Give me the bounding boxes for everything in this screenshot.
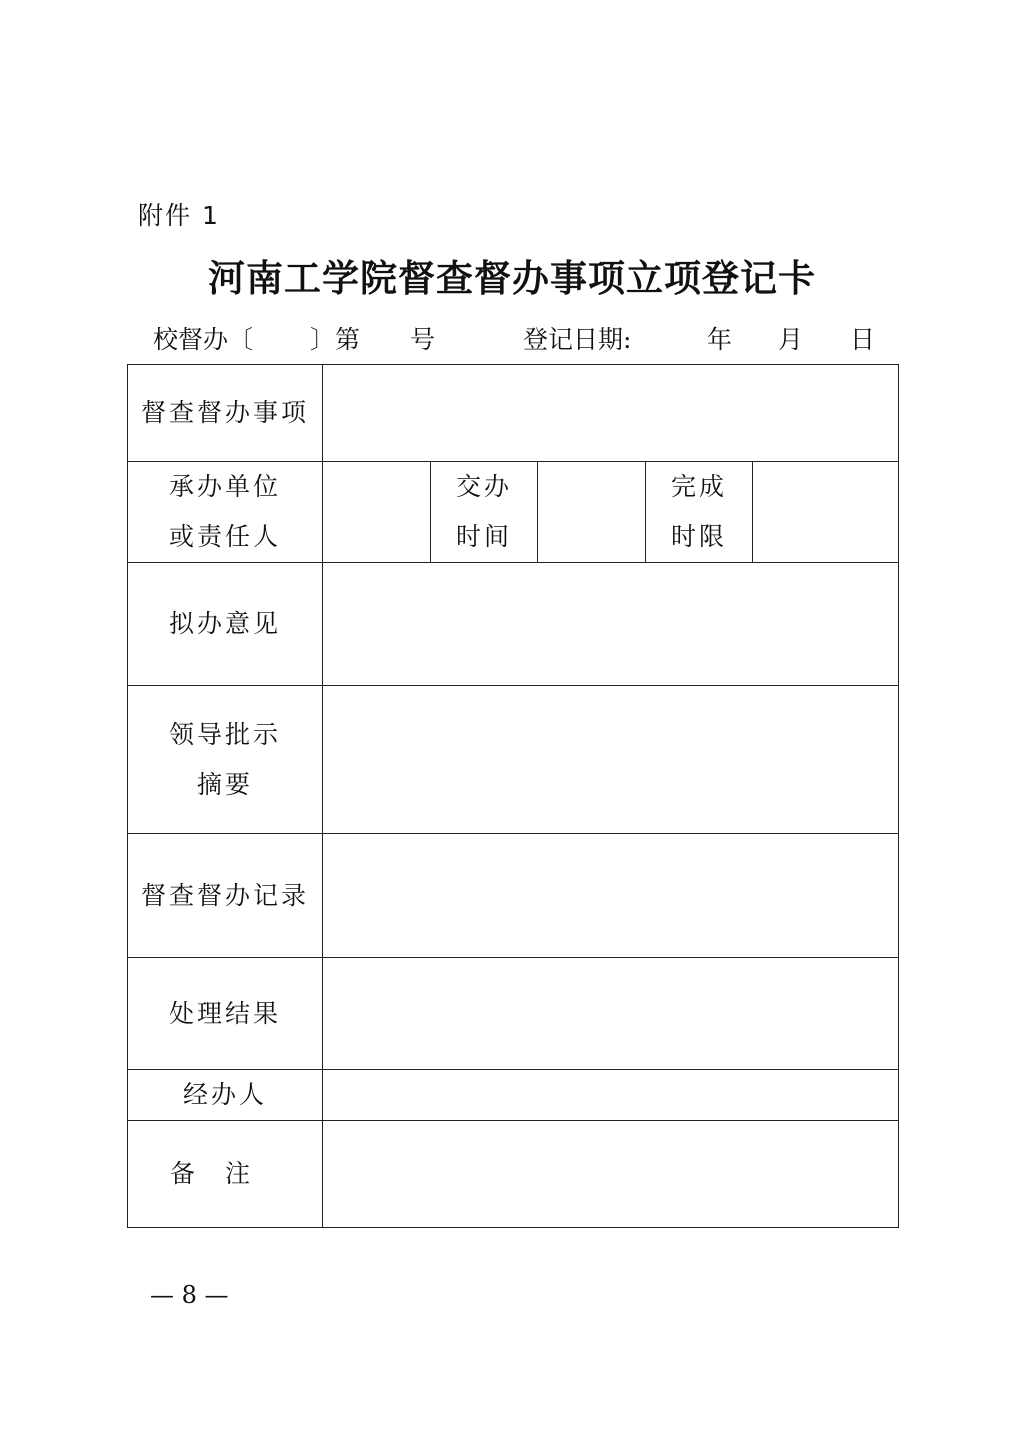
result-row (128, 958, 899, 1070)
assign-time-label-line1: 交办 (455, 472, 512, 501)
day-label: 日 (850, 325, 876, 354)
number-suffix-label: 号 (410, 325, 436, 354)
unit-row (128, 462, 899, 563)
record-value-cell[interactable] (323, 834, 899, 958)
matter-row (128, 365, 899, 462)
unit-label-cell (128, 462, 323, 563)
assign-time-label-line2: 时间 (455, 522, 512, 551)
matter-label: 督查督办事项 (128, 365, 323, 462)
instruction-label-cell (128, 686, 323, 834)
assign-time-label-cell (431, 462, 538, 563)
result-value-cell[interactable] (323, 958, 899, 1070)
handler-label: 经办人 (128, 1070, 323, 1121)
unit-label-line1: 承办单位 (168, 472, 281, 501)
remarks-label: 备注 (128, 1121, 323, 1228)
unit-value-cell[interactable] (323, 462, 431, 563)
handler-row (128, 1070, 899, 1121)
instruction-value-cell[interactable] (323, 686, 899, 834)
record-row (128, 834, 899, 958)
deadline-label-line1: 完成 (670, 472, 727, 501)
office-label: 校督办〔 (153, 325, 254, 354)
instruction-label-line2: 摘要 (196, 769, 253, 799)
unit-label-line2: 或责任人 (168, 522, 281, 551)
year-label: 年 (707, 325, 733, 354)
assign-time-value-cell[interactable] (538, 462, 646, 563)
remarks-value-cell[interactable] (323, 1121, 899, 1228)
page-number: — 8 — (150, 1281, 229, 1309)
handler-value-cell[interactable] (323, 1070, 899, 1121)
record-label: 督查督办记录 (128, 834, 323, 958)
deadline-label-line2: 时限 (670, 522, 727, 551)
opinion-value-cell[interactable] (323, 563, 899, 686)
opinion-row (128, 563, 899, 686)
month-label: 月 (778, 325, 804, 354)
registration-form-table (127, 364, 899, 1228)
deadline-value-cell[interactable] (753, 462, 899, 563)
instruction-label-line1: 领导批示 (168, 719, 281, 749)
attachment-label: 附件 1 (138, 201, 220, 230)
date-label: 登记日期: (523, 325, 632, 354)
instruction-row (128, 686, 899, 834)
opinion-label: 拟办意见 (128, 563, 323, 686)
remarks-row (128, 1121, 899, 1228)
deadline-label-cell (646, 462, 753, 563)
matter-value-cell[interactable] (323, 365, 899, 462)
page-title: 河南工学院督查督办事项立项登记卡 (208, 256, 816, 300)
bracket-close-label: 〕第 (310, 325, 361, 354)
result-label: 处理结果 (128, 958, 323, 1070)
